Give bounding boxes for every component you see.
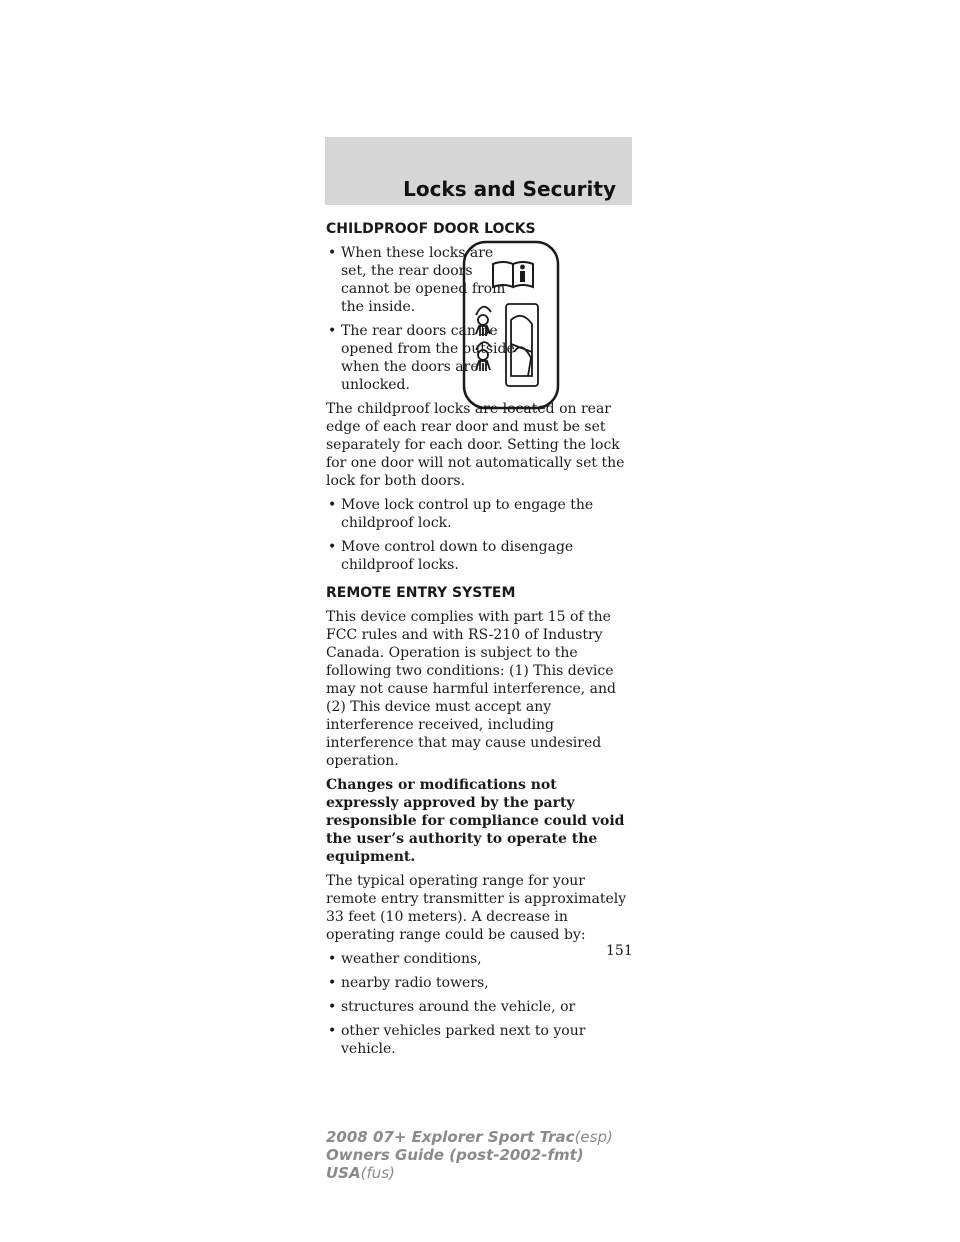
childproof-bullets [326, 244, 521, 394]
footer-line-2: Owners Guide (post-2002-fmt) [326, 1146, 584, 1164]
list-item: • The rear doors can be opened from the outside when the doors are unlocked. [326, 322, 521, 394]
list-item: • Move lock control up to engage the childproof lock. [326, 496, 632, 532]
operating-range-paragraph: The typical operating range for your remote entry transmitter is approximately 33 feet (10 meters). A decrease in operating range could be caused by: [326, 873, 627, 943]
page-number: 151 [606, 943, 633, 959]
footer-model-code: (esp) [574, 1128, 613, 1146]
list-item: • other vehicles parked next to your vehicle. [326, 1022, 632, 1058]
list-item: • structures around the vehicle, or [326, 998, 632, 1016]
document-footer [326, 1128, 613, 1182]
footer-line-3 [326, 1164, 613, 1182]
footer-line-1 [326, 1128, 613, 1146]
list-item: • Move control down to disengage childproof locks. [326, 538, 632, 574]
list-item: • weather conditions, [326, 950, 632, 968]
list-item: • nearby radio towers, [326, 974, 632, 992]
modification-warning: Changes or modifications not expressly approved by the party responsible for compliance could void the user’s authority to operate the equipment. [326, 777, 625, 865]
childproof-heading: CHILDPROOF DOOR LOCKS [326, 221, 536, 237]
footer-market: USA [326, 1164, 361, 1182]
fcc-compliance-paragraph: This device complies with part 15 of the FCC rules and with RS-210 of Industry Canada. Operation is subject to the following two conditions: (1) This device may not cause harmful interference, and (2) This device must accept any interference received, including interference that may cause undesired operation. [326, 609, 616, 769]
childproof-instructions [326, 496, 632, 574]
footer-market-code: (fus) [360, 1164, 395, 1182]
childproof-paragraph: The childproof locks are located on rear edge of each rear door and must be set separately for each door. Setting the lock for one door will not automatically set the lock for both doors. [326, 401, 625, 489]
list-item: • When these locks are set, the rear doors cannot be opened from the inside. [326, 244, 521, 316]
remote-entry-heading: REMOTE ENTRY SYSTEM [326, 585, 516, 601]
range-factors-list [326, 950, 632, 1058]
page-content [326, 220, 632, 1064]
section-title: Locks and Security [403, 177, 616, 201]
header-band [325, 137, 632, 205]
footer-model: 2008 07+ Explorer Sport Trac [326, 1128, 575, 1146]
